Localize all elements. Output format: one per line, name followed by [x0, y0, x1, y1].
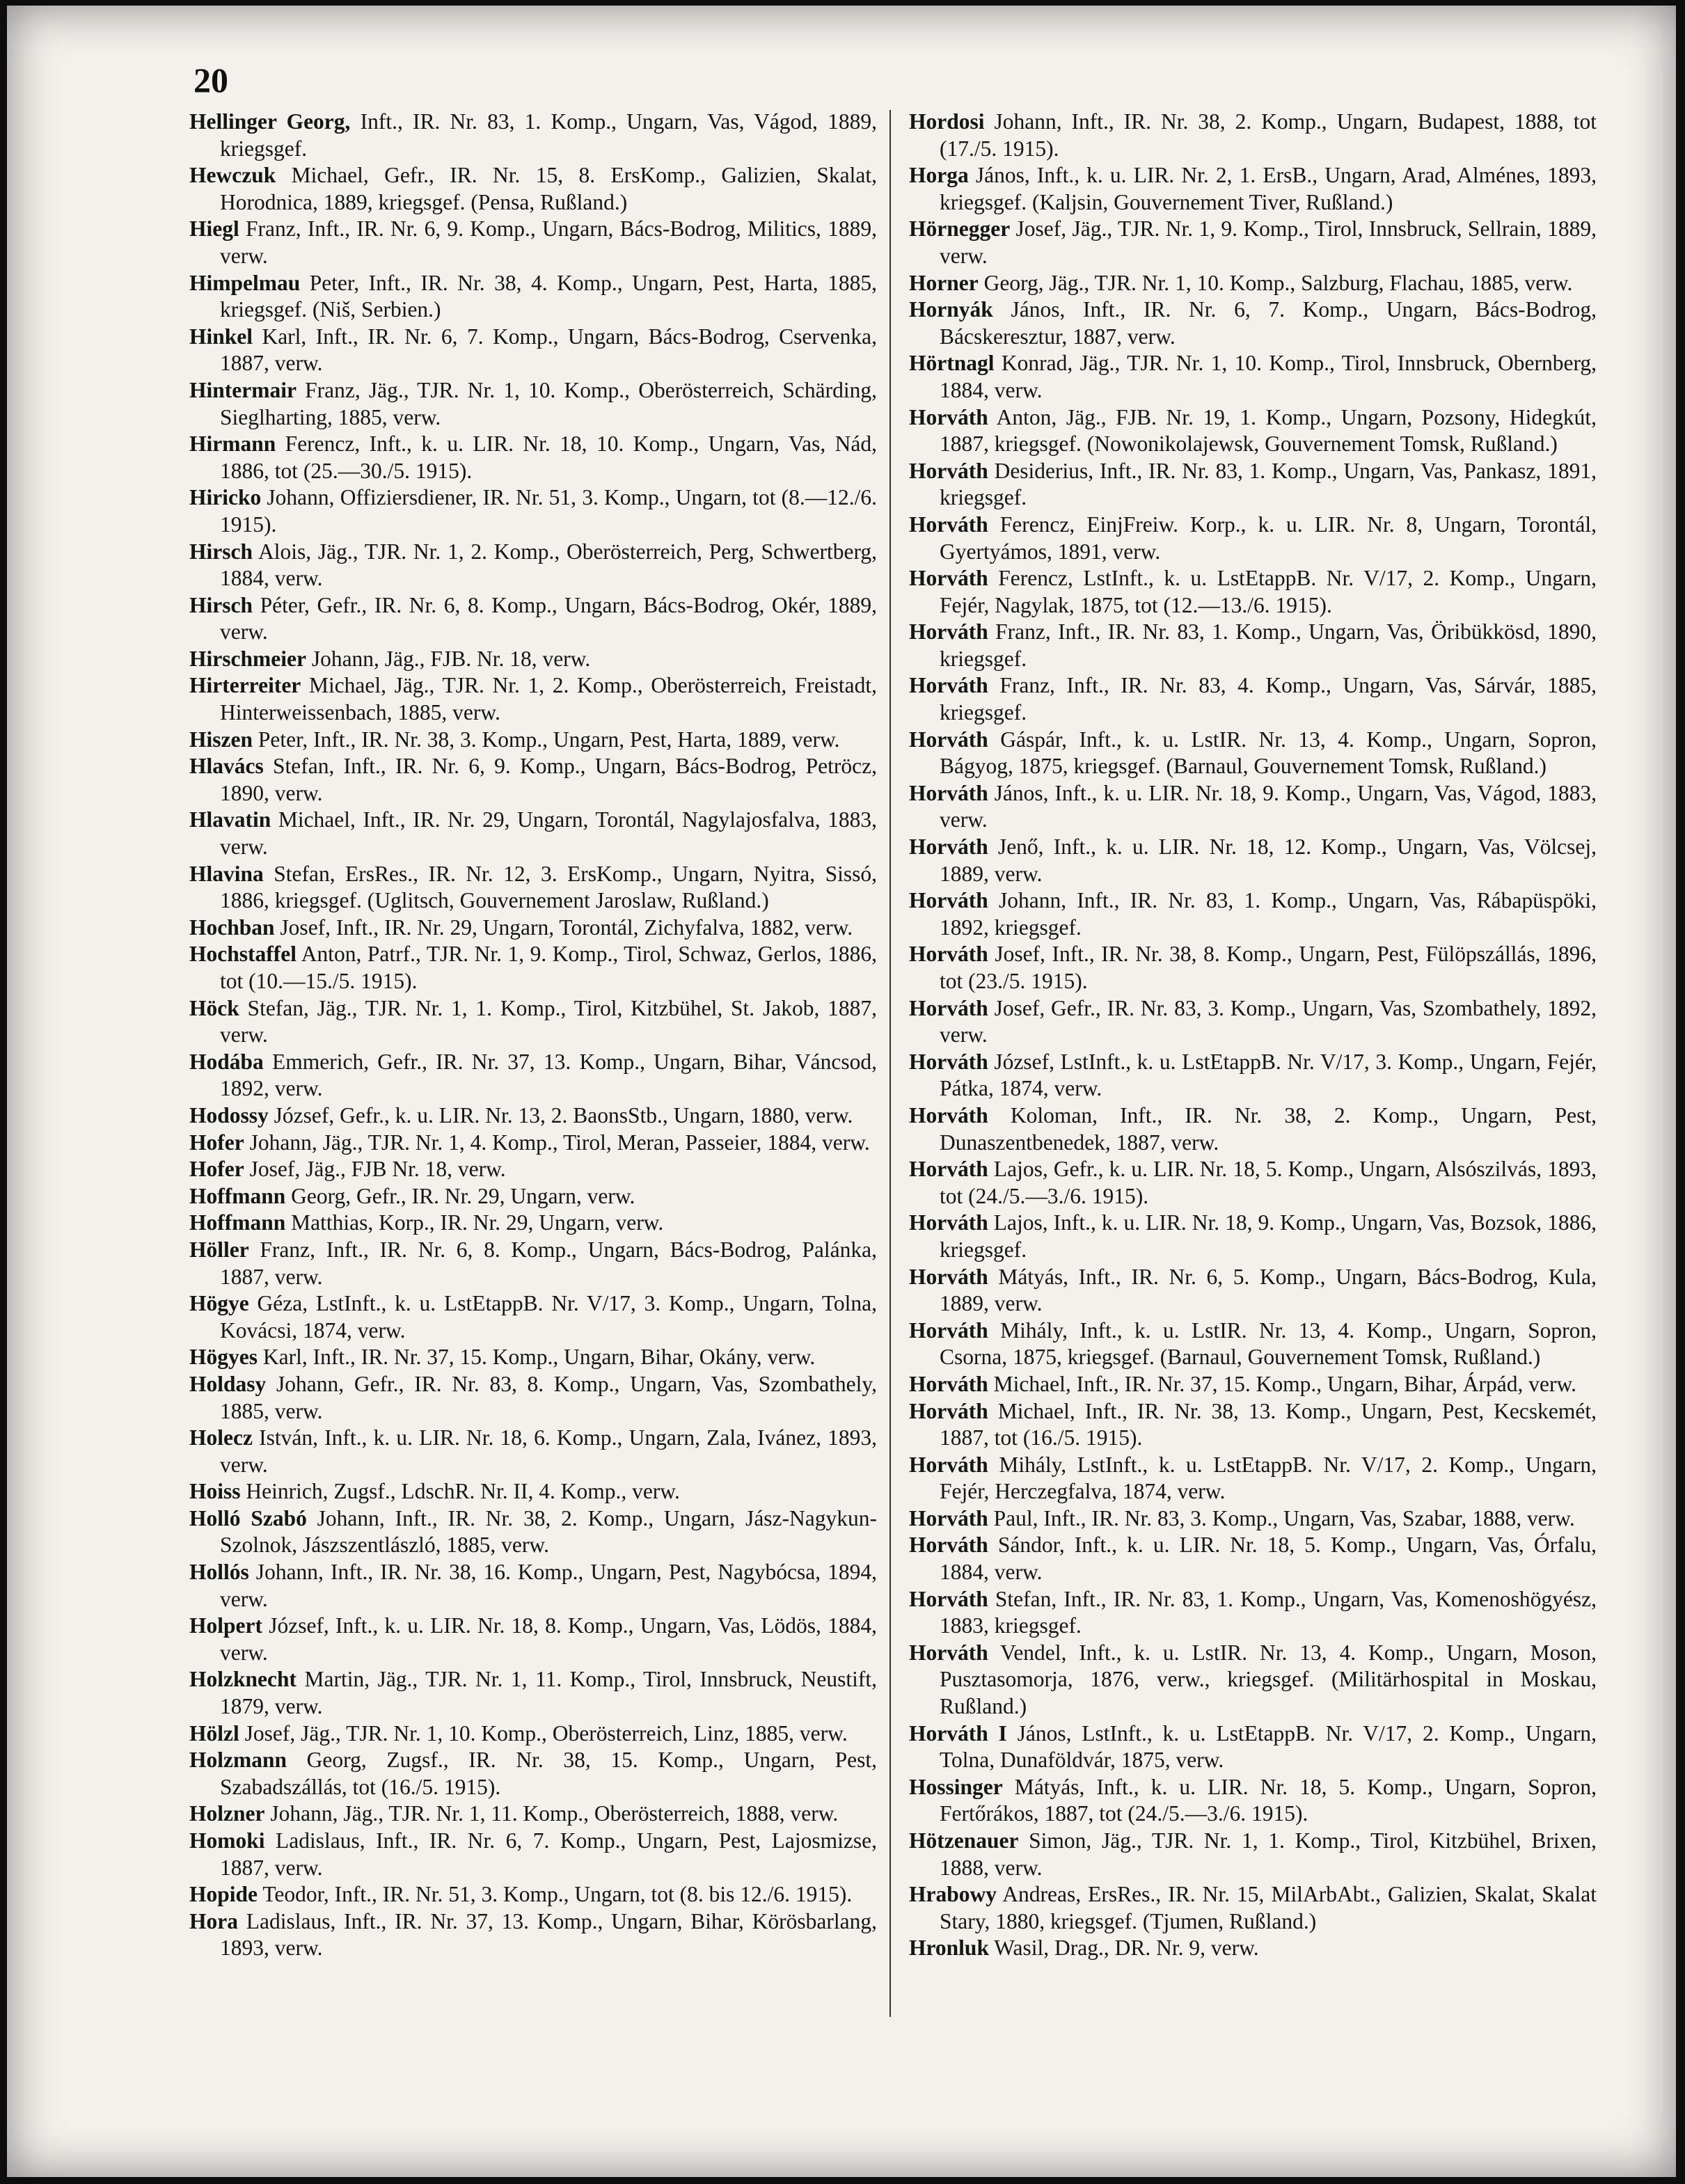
list-entry — [189, 109, 877, 162]
list-entry — [909, 1371, 1597, 1398]
list-entry — [909, 1398, 1597, 1452]
list-entry — [189, 1559, 877, 1613]
entry-details: Johann, Jäg., TJR. Nr. 1, 4. Komp., Tirol, Meran, Passeier, 1884, verw. — [244, 1130, 870, 1155]
entry-surname: Holzknecht — [189, 1667, 296, 1692]
entry-surname: Horváth — [909, 1586, 988, 1611]
entry-details: József, LstInft., k. u. LstEtappB. Nr. V/17, 3. Komp., Ungarn, Fejér, Pátka, 1874, verw. — [940, 1049, 1597, 1101]
entry-surname: Hirsch — [189, 592, 253, 617]
entry-surname: Horner — [909, 270, 979, 295]
entry-details: János, Inft., k. u. LIR. Nr. 2, 1. ErsB., Ungarn, Arad, Alménes, 1893, kriegsgef. (Kaljsin, Gouvernement Tiver, Rußland.) — [940, 163, 1597, 214]
list-entry — [909, 1935, 1597, 1962]
entry-surname: Hörnegger — [909, 216, 1011, 242]
list-entry — [909, 672, 1597, 726]
entry-details: Georg, Jäg., TJR. Nr. 1, 10. Komp., Salzburg, Flachau, 1885, verw. — [978, 270, 1573, 295]
entry-surname: Horváth — [909, 673, 988, 698]
entry-surname: Horváth — [909, 727, 988, 752]
entry-details: Peter, Inft., IR. Nr. 38, 3. Komp., Ungarn, Pest, Harta, 1889, verw. — [253, 727, 840, 752]
entry-surname: Horváth — [909, 1102, 988, 1127]
entry-details: Jenő, Inft., k. u. LIR. Nr. 18, 12. Komp., Ungarn, Vas, Völcsej, 1889, verw. — [940, 834, 1597, 886]
list-entry — [189, 1613, 877, 1666]
entry-surname: Hiszen — [189, 727, 253, 752]
entry-surname: Horváth I — [909, 1720, 1007, 1746]
entry-surname: Horváth — [909, 780, 988, 805]
entry-details: Simon, Jäg., TJR. Nr. 1, 1. Komp., Tirol, Kitzbühel, Brixen, 1888, verw. — [940, 1828, 1597, 1880]
entry-surname: Hollós — [189, 1560, 249, 1585]
list-entry — [909, 296, 1597, 350]
list-entry — [909, 1532, 1597, 1585]
entry-details: Matthias, Korp., IR. Nr. 29, Ungarn, verw. — [285, 1210, 664, 1235]
entry-details: Lajos, Gefr., k. u. LIR. Nr. 18, 5. Komp., Ungarn, Alsószilvás, 1893, tot (24./5.—3./6. 1915). — [940, 1157, 1597, 1208]
entry-surname: Horga — [909, 163, 969, 188]
list-entry — [189, 539, 877, 592]
entry-surname: Hewczuk — [189, 163, 276, 188]
entry-surname: Hoiss — [189, 1479, 241, 1504]
entry-surname: Horváth — [909, 1157, 988, 1182]
entry-details: Peter, Inft., IR. Nr. 38, 4. Komp., Ungarn, Pest, Harta, 1885, kriegsgef. (Niš, Serbien.) — [220, 270, 877, 322]
entry-surname: Horváth — [909, 1210, 988, 1235]
entry-surname: Hoffmann — [189, 1183, 286, 1208]
list-entry — [189, 753, 877, 807]
entry-details: Johann, Inft., IR. Nr. 83, 1. Komp., Ungarn, Vas, Rábapüspöki, 1892, kriegsgef. — [940, 888, 1597, 940]
list-entry — [909, 1720, 1597, 1774]
list-entry — [189, 1156, 877, 1183]
entry-details: Mihály, Inft., k. u. LstIR. Nr. 13, 4. Komp., Ungarn, Sopron, Csorna, 1875, kriegsgef. (Barnaul, Gouvernement Tomsk, Rußland.) — [940, 1317, 1597, 1370]
entry-details: József, Gefr., k. u. LIR. Nr. 13, 2. BaonsStb., Ungarn, 1880, verw. — [268, 1102, 853, 1127]
entry-surname: Hellinger Georg, — [189, 109, 351, 134]
entry-surname: Hoffmann — [189, 1210, 286, 1235]
list-entry — [909, 1264, 1597, 1317]
list-entry — [189, 1290, 877, 1344]
list-entry — [909, 270, 1597, 297]
entry-surname: Himpelmau — [189, 270, 301, 295]
list-entry — [189, 216, 877, 269]
list-entry — [189, 1344, 877, 1371]
entry-details: Johann, Gefr., IR. Nr. 83, 8. Komp., Ungarn, Vas, Szombathely, 1885, verw. — [220, 1371, 877, 1423]
entry-surname: Hiricko — [189, 485, 262, 510]
entry-details: Ladislaus, Inft., IR. Nr. 6, 7. Komp., Ungarn, Pest, Lajosmizse, 1887, verw. — [220, 1828, 877, 1880]
entry-surname: Horváth — [909, 942, 988, 967]
list-entry — [189, 1371, 877, 1425]
entry-surname: Hronluk — [909, 1936, 989, 1961]
list-entry — [909, 1210, 1597, 1263]
entry-surname: Hirmann — [189, 432, 276, 457]
entry-details: Wasil, Drag., DR. Nr. 9, verw. — [988, 1936, 1259, 1961]
entry-surname: Horváth — [909, 1398, 988, 1423]
entry-surname: Hirschmeier — [189, 646, 306, 671]
list-entry — [189, 1505, 877, 1559]
entry-surname: Hlavács — [189, 754, 264, 779]
list-entry — [909, 458, 1597, 512]
entry-details: Karl, Inft., IR. Nr. 6, 7. Komp., Ungarn, Bács-Bodrog, Cservenka, 1887, verw. — [220, 324, 877, 376]
entry-surname: Hora — [189, 1908, 238, 1933]
entry-details: Péter, Gefr., IR. Nr. 6, 8. Komp., Ungarn, Bács-Bodrog, Okér, 1889, verw. — [220, 592, 877, 644]
entry-surname: Holzner — [189, 1801, 265, 1826]
document-page — [7, 6, 1676, 2177]
entry-surname: Horváth — [909, 1049, 988, 1074]
page-number: 20 — [193, 61, 228, 100]
entry-details: Martin, Jäg., TJR. Nr. 1, 11. Komp., Tirol, Innsbruck, Neustift, 1879, verw. — [220, 1667, 877, 1719]
entry-details: Johann, Offiziersdiener, IR. Nr. 51, 3. Komp., Ungarn, tot (8.—12./6. 1915). — [220, 485, 877, 537]
entry-details: János, Inft., IR. Nr. 6, 7. Komp., Ungarn, Bács-Bodrog, Bácskeresztur, 1887, verw. — [940, 297, 1597, 349]
list-entry — [189, 1210, 877, 1237]
entry-details: Johann, Jäg., FJB. Nr. 18, verw. — [306, 646, 591, 671]
entry-details: Ferencz, EinjFreiw. Korp., k. u. LIR. Nr. 8, Ungarn, Torontál, Gyertyámos, 1891, verw. — [940, 512, 1597, 564]
entry-details: Georg, Gefr., IR. Nr. 29, Ungarn, verw. — [285, 1183, 635, 1208]
entry-surname: Horváth — [909, 834, 988, 860]
entry-surname: Holpert — [189, 1613, 262, 1638]
entry-surname: Hirsch — [189, 539, 253, 564]
entry-surname: Hochban — [189, 915, 275, 940]
entry-surname: Hordosi — [909, 109, 985, 134]
entry-details: Michael, Gefr., IR. Nr. 15, 8. ErsKomp., Galizien, Skalat, Horodnica, 1889, kriegsgef. (Pensa, Rußland.) — [220, 163, 877, 214]
entry-details: Josef, Inft., IR. Nr. 29, Ungarn, Torontál, Zichyfalva, 1882, verw. — [274, 915, 853, 940]
entry-surname: Högyes — [189, 1345, 258, 1370]
entry-surname: Horváth — [909, 1452, 988, 1477]
list-entry — [189, 1747, 877, 1801]
list-entry — [189, 324, 877, 377]
list-entry — [909, 834, 1597, 887]
entry-surname: Horváth — [909, 619, 988, 644]
list-entry — [909, 941, 1597, 995]
entry-details: Franz, Inft., IR. Nr. 6, 9. Komp., Ungarn, Bács-Bodrog, Militics, 1889, verw. — [220, 216, 877, 268]
entry-details: János, Inft., k. u. LIR. Nr. 18, 9. Komp., Ungarn, Vas, Vágod, 1883, verw. — [940, 780, 1597, 832]
entry-details: Andreas, ErsRes., IR. Nr. 15, MilArbAbt., Galizien, Skalat, Skalat Stary, 1880, kriegsgef. (Tjumen, Rußland.) — [940, 1882, 1597, 1933]
entry-surname: Hlavina — [189, 861, 264, 886]
entry-surname: Hinkel — [189, 324, 253, 349]
list-entry — [189, 1237, 877, 1290]
entry-surname: Holló Szabó — [189, 1505, 307, 1530]
entry-surname: Hlavatin — [189, 807, 271, 832]
entry-surname: Hötzenauer — [909, 1828, 1019, 1853]
list-entry — [189, 915, 877, 942]
entry-details: Anton, Patrf., TJR. Nr. 1, 9. Komp., Tirol, Schwaz, Gerlos, 1886, tot (10.—15./5. 1915). — [220, 942, 877, 993]
left-column — [189, 109, 877, 1962]
entry-details: Michael, Inft., IR. Nr. 37, 15. Komp., Ungarn, Bihar, Árpád, verw. — [988, 1371, 1577, 1396]
list-entry — [909, 109, 1597, 162]
list-entry — [189, 646, 877, 673]
entry-details: Géza, LstInft., k. u. LstEtappB. Nr. V/17, 3. Komp., Ungarn, Tolna, Kovácsi, 1874, verw. — [220, 1291, 877, 1343]
entry-surname: Hochstaffel — [189, 942, 296, 967]
list-entry — [909, 350, 1597, 404]
list-entry — [189, 727, 877, 754]
list-entry — [189, 1720, 877, 1748]
entry-details: Ferencz, Inft., k. u. LIR. Nr. 18, 10. Komp., Ungarn, Vas, Nád, 1886, tot (25.—30./5. 1915). — [220, 432, 877, 483]
entry-details: Josef, Jäg., FJB Nr. 18, verw. — [244, 1157, 506, 1182]
entry-details: Josef, Gefr., IR. Nr. 83, 3. Komp., Ungarn, Vas, Szombathely, 1892, verw. — [940, 995, 1597, 1047]
list-entry — [909, 1452, 1597, 1505]
list-entry — [909, 1774, 1597, 1828]
entry-surname: Hodába — [189, 1049, 264, 1074]
list-entry — [909, 1317, 1597, 1371]
entry-details: Franz, Inft., IR. Nr. 83, 1. Komp., Ungarn, Vas, Öribükkösd, 1890, kriegsgef. — [940, 619, 1597, 671]
entry-details: Teodor, Inft., IR. Nr. 51, 3. Komp., Ungarn, tot (8. bis 12./6. 1915). — [258, 1882, 853, 1907]
entry-surname: Hornyák — [909, 297, 993, 322]
entry-details: Johann, Inft., IR. Nr. 38, 2. Komp., Ungarn, Budapest, 1888, tot (17./5. 1915). — [940, 109, 1597, 161]
entry-details: Anton, Jäg., FJB. Nr. 19, 1. Komp., Ungarn, Pozsony, Hidegkút, 1887, kriegsgef. (Nowonikolajewsk, Gouvernement Tomsk, Rußland.) — [940, 404, 1597, 457]
list-entry — [909, 162, 1597, 216]
list-entry — [909, 727, 1597, 780]
entry-details: Franz, Jäg., TJR. Nr. 1, 10. Komp., Oberösterreich, Schärding, Sieglharting, 1885, verw. — [220, 377, 877, 429]
entry-surname: Horváth — [909, 1533, 988, 1558]
list-entry — [189, 1130, 877, 1157]
entry-details: Heinrich, Zugsf., LdschR. Nr. II, 4. Komp., verw. — [240, 1479, 680, 1504]
entry-surname: Horváth — [909, 1505, 988, 1530]
list-entry — [189, 807, 877, 860]
entry-surname: Hirterreiter — [189, 673, 301, 698]
entry-surname: Horváth — [909, 888, 988, 913]
list-entry — [189, 1478, 877, 1505]
entry-surname: Hofer — [189, 1130, 244, 1155]
list-entry — [909, 1156, 1597, 1210]
entry-details: Paul, Inft., IR. Nr. 83, 3. Komp., Ungarn, Vas, Szabar, 1888, verw. — [988, 1505, 1575, 1530]
entry-surname: Högye — [189, 1291, 249, 1316]
entry-surname: Horváth — [909, 1640, 988, 1665]
list-entry — [909, 1505, 1597, 1533]
list-entry — [189, 1049, 877, 1102]
list-entry — [189, 377, 877, 431]
list-entry — [909, 404, 1597, 458]
entry-surname: Hossinger — [909, 1774, 1003, 1799]
entry-details: Franz, Inft., IR. Nr. 83, 4. Komp., Ungarn, Vas, Sárvár, 1885, kriegsgef. — [940, 673, 1597, 725]
list-entry — [189, 1908, 877, 1962]
entry-details: Emmerich, Gefr., IR. Nr. 37, 13. Komp., Ungarn, Bihar, Váncsod, 1892, verw. — [220, 1049, 877, 1101]
entry-surname: Horváth — [909, 566, 988, 591]
entry-details: Konrad, Jäg., TJR. Nr. 1, 10. Komp., Tirol, Innsbruck, Obernberg, 1884, verw. — [940, 351, 1597, 402]
entry-details: Stefan, Inft., IR. Nr. 6, 9. Komp., Ungarn, Bács-Bodrog, Petröcz, 1890, verw. — [220, 754, 877, 805]
list-entry — [189, 672, 877, 726]
entry-details: Ladislaus, Inft., IR. Nr. 37, 13. Komp., Ungarn, Bihar, Körösbarlang, 1893, verw. — [220, 1908, 877, 1961]
entry-details: Ferencz, LstInft., k. u. LstEtappB. Nr. V/17, 2. Komp., Ungarn, Fejér, Nagylak, 1875, tot (12.—13./6. 1915). — [940, 566, 1597, 617]
entry-details: Johann, Jäg., TJR. Nr. 1, 11. Komp., Oberösterreich, 1888, verw. — [264, 1801, 839, 1826]
entry-surname: Höller — [189, 1237, 249, 1262]
entry-details: János, LstInft., k. u. LstEtappB. Nr. V/17, 2. Komp., Ungarn, Tolna, Dunaföldvár, 1875, verw. — [940, 1720, 1597, 1773]
list-entry — [189, 270, 877, 324]
list-entry — [189, 1425, 877, 1478]
list-entry — [909, 565, 1597, 619]
entry-details: Mátyás, Inft., IR. Nr. 6, 5. Komp., Ungarn, Bács-Bodrog, Kula, 1889, verw. — [940, 1264, 1597, 1316]
list-entry — [189, 861, 877, 915]
list-entry — [909, 1881, 1597, 1935]
entry-surname: Hopide — [189, 1882, 258, 1907]
entry-surname: Horváth — [909, 1371, 988, 1396]
list-entry — [189, 1183, 877, 1210]
list-entry — [909, 1640, 1597, 1720]
entry-details: Lajos, Inft., k. u. LIR. Nr. 18, 9. Komp., Ungarn, Vas, Bozsok, 1886, kriegsgef. — [940, 1210, 1597, 1262]
entry-details: Desiderius, Inft., IR. Nr. 83, 1. Komp., Ungarn, Vas, Pankasz, 1891, kriegsgef. — [940, 458, 1597, 510]
list-entry — [909, 995, 1597, 1049]
entry-details: Georg, Zugsf., IR. Nr. 38, 15. Komp., Ungarn, Pest, Szabadszállás, tot (16./5. 1915). — [220, 1748, 877, 1799]
list-entry — [189, 162, 877, 216]
entry-details: Johann, Inft., IR. Nr. 38, 2. Komp., Ungarn, Jász-Nagykun-Szolnok, Jászszentlászló, 1885, verw. — [220, 1505, 877, 1558]
list-entry — [909, 619, 1597, 672]
entry-surname: Hintermair — [189, 377, 296, 402]
entry-details: Vendel, Inft., k. u. LstIR. Nr. 13, 4. Komp., Ungarn, Moson, Pusztasomorja, 1876, verw., kriegsgef. (Militärhospital in Moskau, Rußland.) — [940, 1640, 1597, 1719]
entry-surname: Horváth — [909, 404, 988, 429]
column-divider — [889, 110, 891, 2017]
right-column — [909, 109, 1597, 1962]
list-entry — [189, 431, 877, 484]
entry-surname: Horváth — [909, 1264, 988, 1289]
entry-surname: Horváth — [909, 512, 988, 537]
entry-surname: Horváth — [909, 1317, 988, 1343]
list-entry — [189, 1666, 877, 1720]
entry-surname: Holecz — [189, 1425, 253, 1450]
entry-surname: Hörtnagl — [909, 351, 995, 376]
entry-details: Michael, Jäg., TJR. Nr. 1, 2. Komp., Oberösterreich, Freistadt, Hinterweissenbach, 1885, verw. — [220, 673, 877, 725]
list-entry — [189, 1828, 877, 1881]
list-entry — [909, 1049, 1597, 1102]
entry-details: Michael, Inft., IR. Nr. 29, Ungarn, Torontál, Nagylajosfalva, 1883, verw. — [220, 807, 877, 860]
entry-surname: Hofer — [189, 1157, 244, 1182]
entry-details: Franz, Inft., IR. Nr. 6, 8. Komp., Ungarn, Bács-Bodrog, Palánka, 1887, verw. — [220, 1237, 877, 1289]
entry-details: Josef, Inft., IR. Nr. 38, 8. Komp., Ungarn, Pest, Fülöpszállás, 1896, tot (23./5. 1915). — [940, 942, 1597, 993]
list-entry — [909, 1586, 1597, 1640]
list-entry — [909, 887, 1597, 941]
entry-details: Josef, Jäg., TJR. Nr. 1, 9. Komp., Tirol, Innsbruck, Sellrain, 1889, verw. — [940, 216, 1597, 268]
list-entry — [909, 512, 1597, 565]
list-entry — [189, 1801, 877, 1828]
entry-details: Stefan, ErsRes., IR. Nr. 12, 3. ErsKomp., Ungarn, Nyitra, Sissó, 1886, kriegsgef. (Uglitsch, Gouvernement Jaroslaw, Rußland.) — [220, 861, 877, 913]
entry-details: Josef, Jäg., TJR. Nr. 1, 10. Komp., Oberösterreich, Linz, 1885, verw. — [239, 1720, 848, 1746]
entry-surname: Hrabowy — [909, 1882, 997, 1907]
entry-details: Karl, Inft., IR. Nr. 37, 15. Komp., Ungarn, Bihar, Okány, verw. — [258, 1345, 816, 1370]
entry-details: Johann, Inft., IR. Nr. 38, 16. Komp., Ungarn, Pest, Nagybócsa, 1894, verw. — [220, 1560, 877, 1611]
entry-surname: Höck — [189, 995, 239, 1020]
list-entry — [909, 1828, 1597, 1881]
list-entry — [909, 780, 1597, 834]
list-entry — [189, 1881, 877, 1908]
entry-details: Michael, Inft., IR. Nr. 38, 13. Komp., Ungarn, Pest, Kecskemét, 1887, tot (16./5. 1915). — [940, 1398, 1597, 1450]
list-entry — [189, 941, 877, 995]
entry-surname: Hiegl — [189, 216, 239, 242]
list-entry — [189, 484, 877, 538]
entry-details: Sándor, Inft., k. u. LIR. Nr. 18, 5. Komp., Ungarn, Vas, Órfalu, 1884, verw. — [940, 1533, 1597, 1585]
entry-details: Mátyás, Inft., k. u. LIR. Nr. 18, 5. Komp., Ungarn, Sopron, Fertőrákos, 1887, tot (24./5.—3./6. 1915). — [940, 1774, 1597, 1826]
entry-details: Inft., IR. Nr. 83, 1. Komp., Ungarn, Vas, Vágod, 1889, kriegsgef. — [220, 109, 877, 161]
entry-surname: Holdasy — [189, 1371, 267, 1396]
list-entry — [189, 995, 877, 1049]
entry-surname: Hodossy — [189, 1102, 269, 1127]
entry-surname: Horváth — [909, 458, 988, 483]
list-entry — [189, 592, 877, 646]
entry-surname: Hölzl — [189, 1720, 239, 1746]
entry-details: Gáspár, Inft., k. u. LstIR. Nr. 13, 4. Komp., Ungarn, Sopron, Bágyog, 1875, kriegsgef. (Barnaul, Gouvernement Tomsk, Rußland.) — [940, 727, 1597, 779]
entry-details: Stefan, Jäg., TJR. Nr. 1, 1. Komp., Tirol, Kitzbühel, St. Jakob, 1887, verw. — [220, 995, 877, 1047]
entry-details: István, Inft., k. u. LIR. Nr. 18, 6. Komp., Ungarn, Zala, Ivánez, 1893, verw. — [220, 1425, 877, 1477]
entry-surname: Horváth — [909, 995, 988, 1020]
entry-details: Alois, Jäg., TJR. Nr. 1, 2. Komp., Oberösterreich, Perg, Schwertberg, 1884, verw. — [220, 539, 877, 591]
entry-surname: Homoki — [189, 1828, 265, 1853]
list-entry — [909, 216, 1597, 269]
entry-details: Mihály, LstInft., k. u. LstEtappB. Nr. V/17, 2. Komp., Ungarn, Fejér, Herczegfalva, 1874, verw. — [940, 1452, 1597, 1504]
entry-details: Stefan, Inft., IR. Nr. 83, 1. Komp., Ungarn, Vas, Komenoshögyész, 1883, kriegsgef. — [940, 1586, 1597, 1638]
entry-details: József, Inft., k. u. LIR. Nr. 18, 8. Komp., Ungarn, Vas, Lödös, 1884, verw. — [220, 1613, 877, 1665]
list-entry — [189, 1102, 877, 1130]
list-entry — [909, 1102, 1597, 1156]
entry-details: Koloman, Inft., IR. Nr. 38, 2. Komp., Ungarn, Pest, Dunaszentbenedek, 1887, verw. — [940, 1102, 1597, 1155]
entry-surname: Holzmann — [189, 1748, 287, 1773]
